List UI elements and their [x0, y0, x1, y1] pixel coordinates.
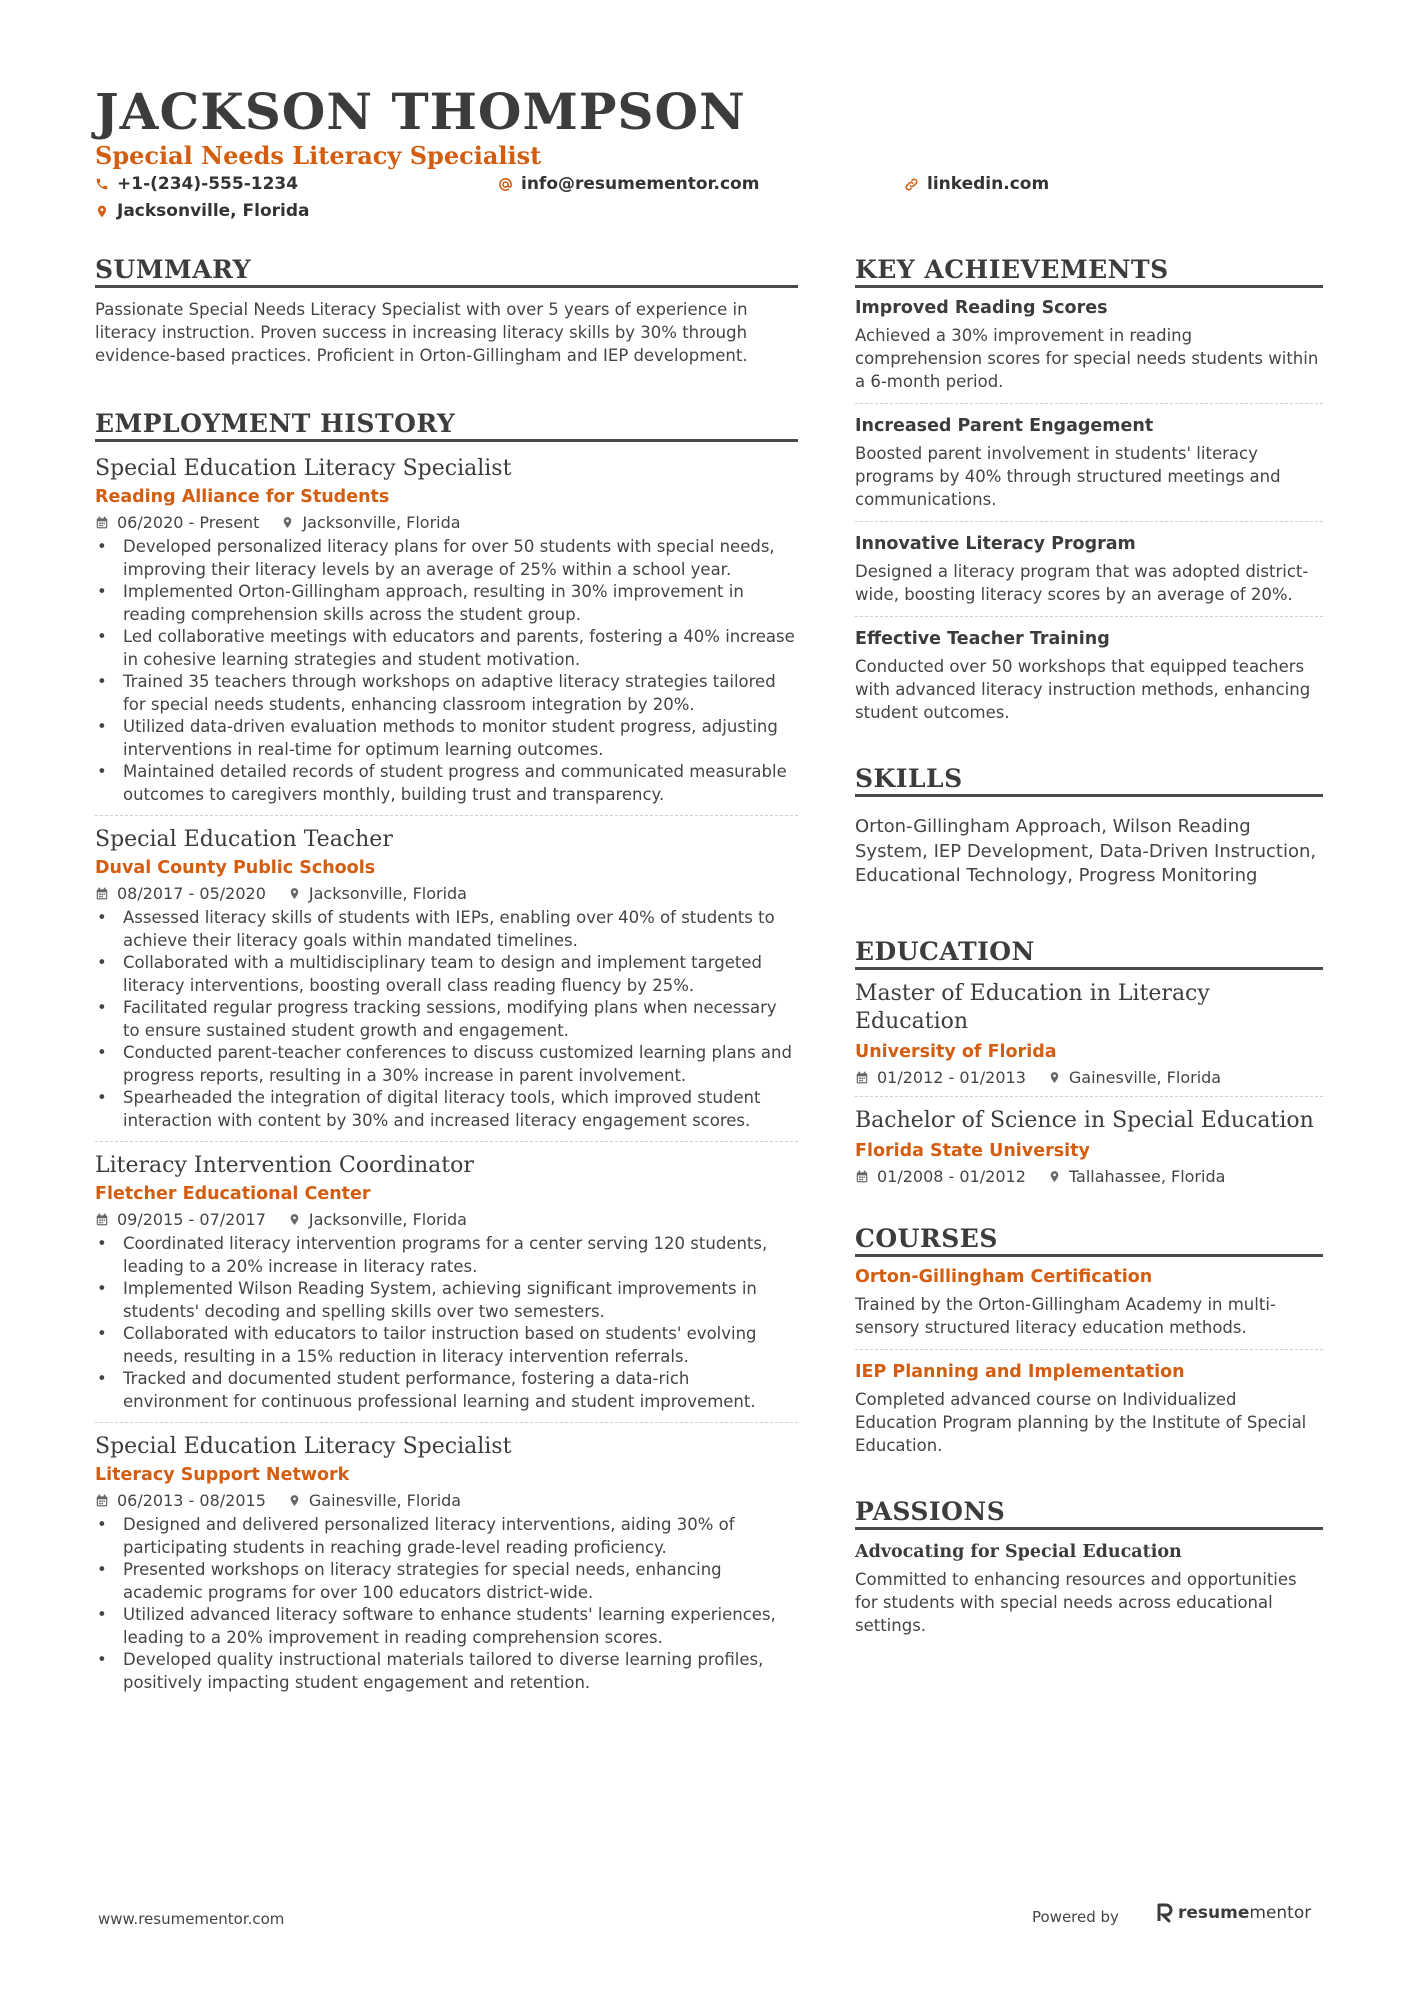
location-text: Gainesville, Florida — [308, 1491, 462, 1510]
achievement-title: Innovative Literacy Program — [855, 534, 1136, 554]
job-bullets — [95, 536, 798, 806]
location-text: Jacksonville, Florida — [117, 201, 310, 221]
phone-text: +1-(234)-555-1234 — [117, 174, 299, 194]
job-title: Literacy Intervention Coordinator — [95, 1153, 474, 1178]
dates — [95, 1491, 266, 1510]
map-pin-icon — [288, 1493, 301, 1508]
bullet-item: • Utilized data-driven evaluation methods to monitor student progress, adjusting interventions in real-time for optimum learning outcomes. — [95, 716, 798, 761]
bullet-item: • Implemented Wilson Reading System, achieving significant improvements in students' decoding and spelling skills over two semesters. — [95, 1278, 798, 1323]
dates — [855, 1167, 1026, 1186]
meta-row — [855, 1167, 1323, 1186]
achievement-desc: Conducted over 50 workshops that equipped teachers with advanced literacy instruction methods, enhancing student outcomes. — [855, 657, 1311, 722]
achievement-title: Increased Parent Engagement — [855, 416, 1154, 436]
map-pin-icon — [288, 886, 301, 901]
achievement-item — [855, 404, 1323, 522]
job-entry — [95, 442, 798, 816]
course-title: Orton-Gillingham Certification — [855, 1266, 1153, 1287]
bullet-item: • Coordinated literacy intervention programs for a center serving 120 students, leading to a 20% increase in literacy rates. — [95, 1233, 798, 1278]
contact-linkedin[interactable] — [904, 174, 1049, 194]
dates — [95, 513, 259, 532]
dates-text: 06/2013 - 08/2015 — [117, 1491, 266, 1510]
school-name: University of Florida — [855, 1041, 1057, 1062]
achievement-title: Effective Teacher Training — [855, 629, 1110, 649]
location-text: Gainesville, Florida — [1068, 1067, 1222, 1087]
bullet-item: • Designed and delivered personalized literacy interventions, aiding 30% of participating students in reaching grade-level reading proficiency. — [95, 1514, 798, 1559]
job-entry — [95, 816, 798, 1142]
achievement-desc: Achieved a 30% improvement in reading comprehension scores for special needs students within a 6-month period. — [855, 326, 1319, 391]
job-title: Special Education Teacher — [95, 827, 393, 852]
company-name: Duval County Public Schools — [95, 858, 376, 878]
job-entry — [95, 1142, 798, 1423]
map-pin-icon — [95, 204, 109, 219]
calendar-icon — [95, 515, 109, 530]
skills-text: Orton-Gillingham Approach, Wilson Reading System, IEP Development, Data-Driven Instruction, Educational Technology, Progress Monitoring — [855, 816, 1317, 886]
contact-phone — [95, 174, 298, 194]
linkedin-text[interactable]: linkedin.com — [927, 174, 1050, 194]
meta-row — [95, 1210, 798, 1229]
dates-text: 01/2012 - 01/2013 — [877, 1067, 1026, 1087]
candidate-name: JACKSON THOMPSON — [95, 82, 746, 141]
school-name: Florida State University — [855, 1140, 1090, 1161]
achievement-desc: Designed a literacy program that was adopted district-wide, boosting literacy scores by an average of 20%. — [855, 562, 1309, 604]
calendar-icon — [855, 1169, 869, 1184]
location — [281, 513, 460, 532]
location — [288, 1210, 467, 1229]
bullet-item: • Assessed literacy skills of students with IEPs, enabling over 40% of students to achieve their literacy goals within mandated timelines. — [95, 907, 798, 952]
education-heading: EDUCATION — [855, 937, 1323, 970]
employment-list — [95, 442, 798, 1694]
degree-title: Master of Education in Literacy Education — [855, 980, 1210, 1034]
degree-title: Bachelor of Science in Special Education — [855, 1107, 1314, 1133]
job-bullets — [95, 907, 798, 1132]
company-name: Fletcher Educational Center — [95, 1184, 371, 1204]
employment-heading: EMPLOYMENT HISTORY — [95, 409, 798, 442]
passion-title: Advocating for Special Education — [855, 1541, 1182, 1562]
bullet-item: • Implemented Orton-Gillingham approach, resulting in 30% improvement in reading comprehension skills across the student group. — [95, 581, 798, 626]
location — [288, 884, 467, 903]
summary-text: Passionate Special Needs Literacy Specialist with over 5 years of experience in literacy instruction. Proven success in increasing literacy skills by 30% through evidence-based practices. Proficient in Orton-Gillingham and IEP development. — [95, 300, 748, 365]
skills-heading: SKILLS — [855, 764, 1323, 797]
map-pin-icon — [1048, 1169, 1061, 1184]
achievements-list — [855, 288, 1323, 724]
passion-desc: Committed to enhancing resources and opportunities for students with special needs across educational settings. — [855, 1569, 1297, 1635]
logo-text-b: mentor — [1249, 1903, 1312, 1923]
dates-text: 06/2020 - Present — [117, 513, 260, 532]
map-pin-icon — [288, 1212, 301, 1227]
company-name: Literacy Support Network — [95, 1465, 350, 1485]
calendar-icon — [95, 886, 109, 901]
course-desc: Completed advanced course on Individualized Education Program planning by the Institute of Special Education. — [855, 1389, 1307, 1455]
bullet-item: • Conducted parent-teacher conferences to discuss customized learning plans and progress reports, resulting in a 30% increase in parent involvement. — [95, 1042, 798, 1087]
location-text: Jacksonville, Florida — [308, 884, 467, 903]
courses-list — [855, 1257, 1323, 1457]
bullet-item: • Spearheaded the integration of digital literacy tools, which improved student interaction with content by 30% and increased literacy engagement scores. — [95, 1087, 798, 1132]
contact-location — [95, 201, 310, 221]
bullet-item: • Developed personalized literacy plans for over 50 students with special needs, improving their literacy levels by an average of 25% within a school year. — [95, 536, 798, 581]
job-bullets — [95, 1233, 798, 1413]
dates-text: 01/2008 - 01/2012 — [877, 1166, 1026, 1186]
resumementor-logo[interactable] — [1157, 1903, 1311, 1923]
bullet-item: • Utilized advanced literacy software to enhance students' learning experiences, leading to a 20% improvement in reading comprehension scores. — [95, 1604, 798, 1649]
footer-url[interactable]: www.resumementor.com — [98, 1910, 285, 1928]
dates — [95, 884, 266, 903]
summary-heading: SUMMARY — [95, 255, 798, 288]
education-item — [855, 970, 1323, 1097]
calendar-icon — [95, 1212, 109, 1227]
passions-heading: PASSIONS — [855, 1497, 1323, 1530]
calendar-icon — [855, 1070, 869, 1085]
email-text[interactable]: info@resumementor.com — [521, 174, 760, 194]
bullet-item: • Tracked and documented student performance, fostering a data-rich environment for continuous professional learning and student improvement. — [95, 1368, 798, 1413]
job-entry — [95, 1423, 798, 1694]
achievement-item — [855, 617, 1323, 724]
phone-icon — [95, 177, 109, 191]
education-list — [855, 970, 1323, 1186]
dates — [95, 1210, 266, 1229]
course-item — [855, 1350, 1323, 1457]
job-title: Special Education Literacy Specialist — [95, 1434, 512, 1459]
location-text: Tallahassee, Florida — [1068, 1166, 1226, 1186]
meta-row — [855, 1068, 1323, 1087]
bullet-item: • Collaborated with a multidisciplinary team to design and implement targeted literacy interventions, boosting overall class reading fluency by 25%. — [95, 952, 798, 997]
map-pin-icon — [1048, 1070, 1061, 1085]
courses-heading: COURSES — [855, 1224, 1323, 1257]
calendar-icon — [95, 1493, 109, 1508]
location — [288, 1491, 461, 1510]
achievements-heading: KEY ACHIEVEMENTS — [855, 255, 1323, 288]
meta-row — [95, 1491, 798, 1510]
course-item — [855, 1257, 1323, 1350]
bullet-item: • Developed quality instructional materials tailored to diverse learning profiles, positively impacting student engagement and retention. — [95, 1649, 798, 1694]
link-icon — [904, 177, 919, 192]
map-pin-icon — [281, 515, 294, 530]
bullet-item: • Maintained detailed records of student progress and communicated measurable outcomes to caregivers monthly, building trust and transparency. — [95, 761, 798, 806]
achievement-item — [855, 522, 1323, 617]
location — [1048, 1167, 1226, 1186]
candidate-title: Special Needs Literacy Specialist — [95, 141, 542, 170]
right-column — [855, 255, 1323, 1637]
location — [1048, 1068, 1221, 1087]
logo-text-a: resume — [1178, 1903, 1250, 1923]
bullet-item: • Led collaborative meetings with educators and parents, fostering a 40% increase in cohesive learning strategies and student motivation. — [95, 626, 798, 671]
location-text: Jacksonville, Florida — [302, 513, 461, 532]
achievement-item — [855, 288, 1323, 404]
dates-text: 08/2017 - 05/2020 — [117, 884, 266, 903]
job-bullets — [95, 1514, 798, 1694]
at-sign-icon — [498, 177, 513, 192]
course-title: IEP Planning and Implementation — [855, 1361, 1185, 1382]
location-text: Jacksonville, Florida — [308, 1210, 467, 1229]
company-name: Reading Alliance for Students — [95, 487, 390, 507]
achievement-title: Improved Reading Scores — [855, 298, 1108, 318]
dates-text: 09/2015 - 07/2017 — [117, 1210, 266, 1229]
contact-email[interactable] — [498, 174, 759, 194]
bullet-item: • Presented workshops on literacy strategies for special needs, enhancing academic programs for over 100 educators district-wide. — [95, 1559, 798, 1604]
dates — [855, 1068, 1026, 1087]
bullet-item: • Facilitated regular progress tracking sessions, modifying plans when necessary to ensure sustained student growth and engagement. — [95, 997, 798, 1042]
left-column — [95, 255, 798, 1694]
achievement-desc: Boosted parent involvement in students' literacy programs by 40% through structured meetings and communications. — [855, 444, 1281, 509]
course-desc: Trained by the Orton-Gillingham Academy in multi-sensory structured literacy education methods. — [855, 1294, 1276, 1337]
education-item — [855, 1097, 1323, 1186]
meta-row — [95, 884, 798, 903]
bullet-item: • Trained 35 teachers through workshops on adaptive literacy strategies tailored for special needs students, enhancing classroom integration by 20%. — [95, 671, 798, 716]
job-title: Special Education Literacy Specialist — [95, 456, 512, 481]
resumementor-logo-icon — [1157, 1903, 1173, 1923]
bullet-item: • Collaborated with educators to tailor instruction based on students' evolving needs, resulting in a 15% reduction in literacy intervention referrals. — [95, 1323, 798, 1368]
meta-row — [95, 513, 798, 532]
powered-by-label: Powered by — [1032, 1908, 1119, 1926]
